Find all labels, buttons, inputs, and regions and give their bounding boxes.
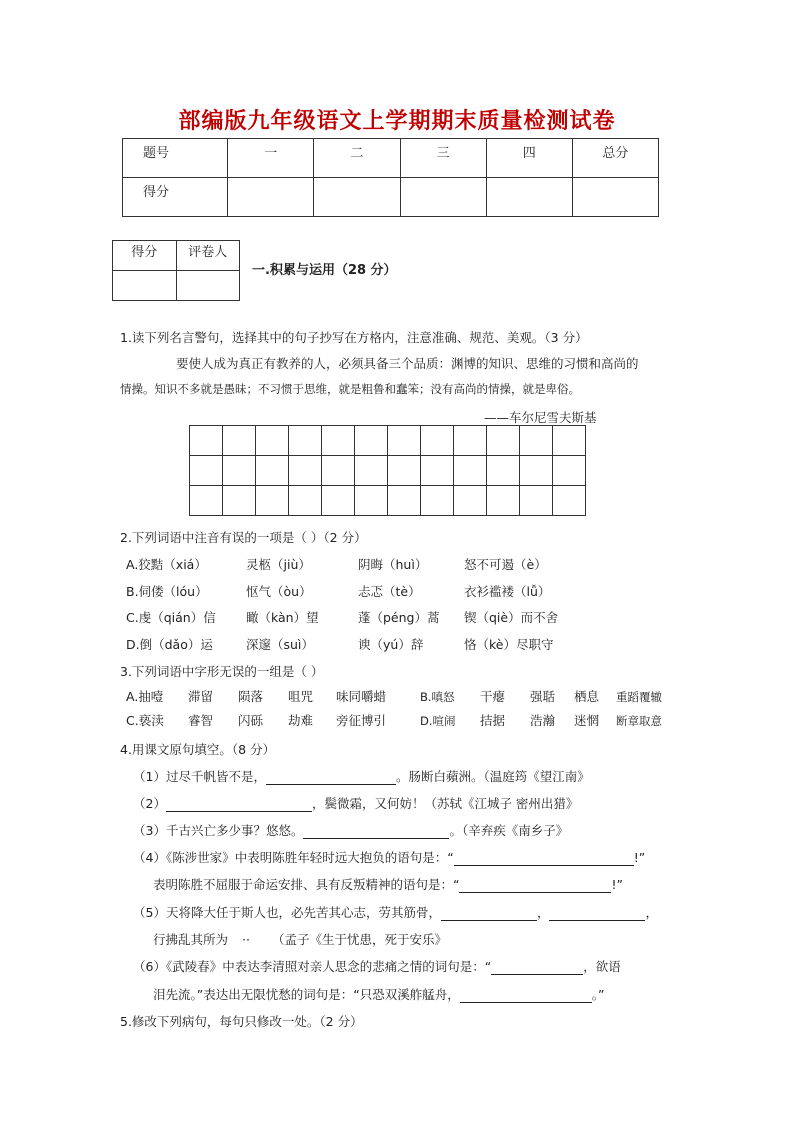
header-cell-part-4: 四 [486,139,572,178]
q4-6-blank-2[interactable] [460,989,592,1003]
q4-5-blank-2[interactable] [549,907,645,921]
q4-line-4b [153,875,623,893]
q4-2-blank[interactable] [166,798,312,812]
q3-word: 陨落 [238,689,264,704]
grader-name-label: 评卷人 [176,241,240,271]
q4-5-text-f: （孟子《生于忧患，死于安乐》 [271,932,447,947]
q2-stem: 2.下列词语中注音有误的一项是（ ）（2 分） [120,530,367,545]
q4-1-text-a: （1）过尽千帆皆不是， [133,769,266,784]
q4-line-2 [133,794,578,812]
q4-line-1 [133,767,590,785]
q3-word: 栖息 [574,689,600,704]
q4-line-6b [153,985,604,1003]
q3-word: 浩瀚 [530,713,556,728]
q4-4-text-c: 表明陈胜不屈服于命运安排、具有反叛精神的语句是：“ [153,877,460,892]
score-cell[interactable] [228,178,314,217]
q1-stem: 1.读下列名言警句，选择其中的句子抄写在方格内，注意准确、规范、美观。（3 分） [120,330,588,345]
q4-4-text-d: !” [611,877,623,892]
grader-score-cell[interactable] [113,271,177,301]
q2-option-row [126,635,553,653]
q2-word: 忐忑（tè） [358,584,421,599]
section-1-title: 一.积累与运用（28 分） [252,263,397,278]
q2-word: B.伺偻（lóu） [126,584,208,599]
q3-stem: 3.下列词语中字形无误的一组是（ ） [120,664,324,679]
q4-line-4a [133,848,645,866]
q5-stem: 5.修改下列病句，每句只修改一处。（2 分） [120,1014,363,1029]
q4-5-text-b: ， [536,905,550,920]
q3-word: 咀咒 [288,689,314,704]
q4-line-5a [133,903,658,921]
q4-6-text-b: ，欲语 [583,959,621,974]
score-table-header-row [123,139,659,178]
q3-word: 迷惘 [574,713,600,728]
header-cell-question-number: 题号 [123,139,228,178]
q3-word: 强聒 [530,689,556,704]
q3-word: 重蹈覆辙 [616,690,662,704]
q2-word: 谀（yú）辞 [358,637,424,652]
q2-word: A.狡黠（xiá） [126,557,207,572]
q3-word: 味同嚼蜡 [336,689,387,704]
q3-word: 旁征博引 [336,713,387,728]
q3-word: 劫难 [288,713,314,728]
q2-word: 锲（qiè）而不舍 [464,610,559,625]
q4-4-text-a: （4）《陈涉世家》中表明陈胜年轻时远大抱负的语句是：“ [133,850,454,865]
q4-line-5b [153,930,447,948]
grader-score-label: 得分 [113,241,177,271]
q1-quote-line-2: 情操。知识不多就是愚昧；不习惯于思维，就是粗鲁和蠢笨；没有高尚的情操，就是卑俗。 [120,382,580,396]
q3-word: 睿智 [188,713,214,728]
q2-word: 深邃（suì） [246,637,314,652]
q4-5-text-c: ， [645,905,658,920]
q2-word: D.倒（dǎo）运 [126,637,213,652]
q3-option-row [126,711,662,729]
score-cell[interactable] [486,178,572,217]
q4-4-blank-2[interactable] [459,879,611,893]
q4-5-dots: ·· [242,932,250,947]
q4-line-6a [133,957,621,975]
q2-word: 阴晦（huì） [358,557,428,572]
q3-word: 断章取意 [616,714,662,728]
q2-option-row [126,582,550,600]
score-cell[interactable] [400,178,486,217]
grader-table [112,240,240,301]
q2-word: 怒不可遏（è） [464,557,547,572]
q1-author: ——车尔尼雪夫斯基 [484,410,597,425]
score-row-label: 得分 [123,178,228,217]
q2-word: 怄气（òu） [246,584,312,599]
q4-6-text-c: 泪先流。”表达出无限忧愁的词句是：“只恐双溪舴艋舟， [153,987,460,1002]
q2-word: 恪（kè）尽职守 [464,637,554,652]
exam-title: 部编版九年级语文上学期期末质量检测试卷 [178,109,616,134]
q2-word: 瞰（kàn）望 [246,610,319,625]
q2-word: C.虔（qián）信 [126,610,216,625]
score-table [122,138,659,217]
score-table-score-row [123,178,659,217]
q3-word: D.喧闹 [420,714,456,728]
grader-name-cell[interactable] [176,271,240,301]
q4-1-text-b: 。肠断白蘋洲。（温庭筠《望江南》 [395,769,590,784]
q3-word: 滞留 [188,689,214,704]
q4-line-3 [133,821,568,839]
q2-option-row [126,608,558,626]
q4-stem: 4.用课文原句填空。（8 分） [120,742,276,757]
q4-3-blank[interactable] [303,825,449,839]
q4-6-text-a: （6）《武陵春》中表达李清照对亲人思念的悲痛之情的词句是：“ [133,959,492,974]
q2-word: 灵柩（jiù） [246,557,311,572]
q3-word: A.抽噎 [126,689,164,704]
q3-word: 干瘪 [480,689,506,704]
q3-word: B.嗔怒 [420,690,455,704]
q4-6-text-d: 。” [591,987,605,1002]
q4-4-text-b: !” [633,850,646,865]
q1-quote-line-1: 要使人成为真正有教养的人，必须具备三个品质：渊博的知识、思维的习惯和高尚的 [176,356,639,371]
q4-5-text-a: （5）天将降大任于斯人也，必先苦其心志，劳其筋骨， [133,905,441,920]
q4-6-blank-1[interactable] [491,961,583,975]
score-cell[interactable] [314,178,400,217]
q4-3-text-b: 。（辛弃疾《南乡子》 [449,823,569,838]
q4-5-blank-1[interactable] [441,907,537,921]
score-cell[interactable] [572,178,658,217]
q4-2-text-b: ，鬓微霜，又何妨！（苏轼《江城子 密州出猎》 [311,796,579,811]
q4-3-text-a: （3）千古兴亡多少事？悠悠。 [133,823,304,838]
q4-1-blank[interactable] [266,771,396,785]
q4-4-blank-1[interactable] [454,852,634,866]
header-cell-part-1: 一 [228,139,314,178]
q3-word: 拮据 [480,713,506,728]
q4-2-text-a: （2） [133,796,166,811]
header-cell-part-2: 二 [314,139,400,178]
q3-word: 闪砾 [238,713,264,728]
q2-option-row [126,555,547,573]
q4-5-text-d: 行拂乱其所为 [153,932,229,947]
q2-word: 蓬（péng）蒿 [358,610,440,625]
writing-grid[interactable] [189,425,586,516]
header-cell-part-3: 三 [400,139,486,178]
header-cell-total: 总分 [572,139,658,178]
q3-option-row [126,687,662,705]
q2-word: 衣衫褴褛（lǚ） [464,584,551,599]
q3-word: C.亵渎 [126,713,164,728]
